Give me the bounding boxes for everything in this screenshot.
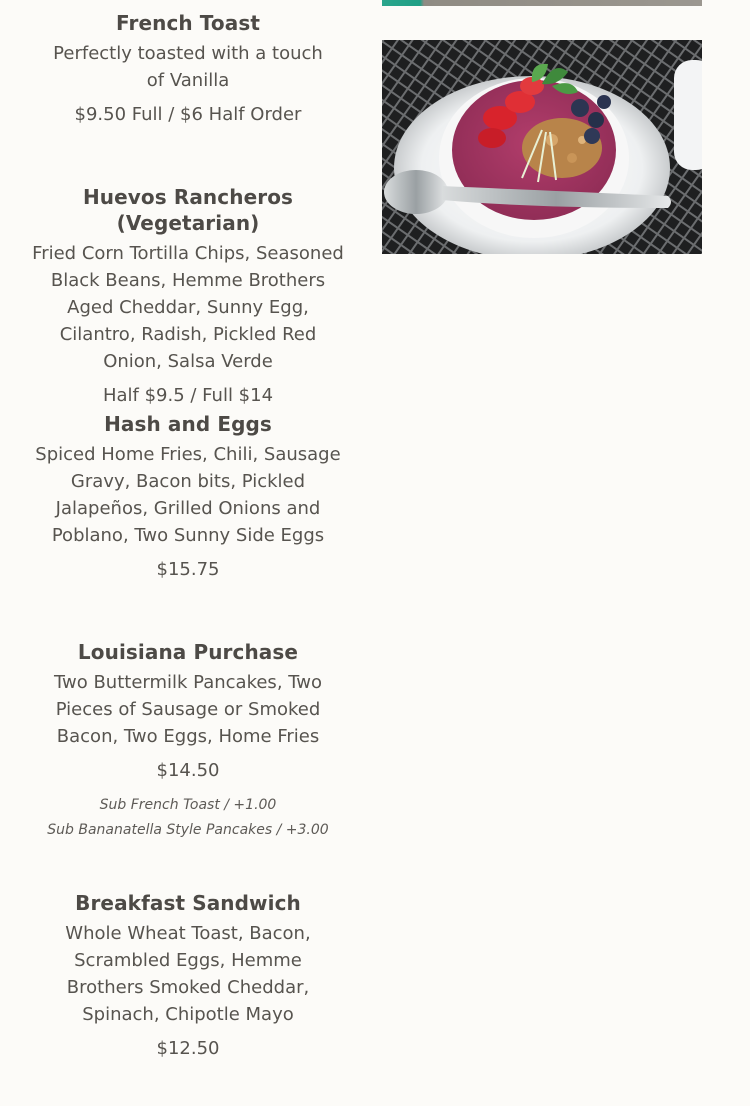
menu-item-huevos-rancheros <box>28 184 348 408</box>
menu-item-description: Spiced Home Fries, Chili, Sausage Gravy, Bacon bits, Pickled Jalapeños, Grilled Onions and Poblano, Two Sunny Side Eggs <box>35 444 341 546</box>
menu-item-note: Sub Bananatella Style Pancakes / +3.00 <box>47 822 329 838</box>
menu-item-notes <box>28 793 348 843</box>
menu-item-title: Breakfast Sandwich <box>75 891 301 915</box>
menu-item-price: $14.50 <box>156 760 220 781</box>
menu-item-description: Perfectly toasted with a touch of Vanilla <box>53 43 323 91</box>
menu-item-title: Louisiana Purchase <box>77 640 299 664</box>
menu-item-french-toast <box>28 10 348 127</box>
menu-item-note: Sub French Toast / +1.00 <box>99 797 277 813</box>
menu-item-price: $12.50 <box>156 1038 220 1059</box>
menu-item-price: $15.75 <box>156 559 220 580</box>
menu-item-price: Half $9.5 / Full $14 <box>102 385 274 406</box>
menu-item-price: $9.50 Full / $6 Half Order <box>74 104 302 125</box>
menu-item-title: Hash and Eggs <box>104 412 272 436</box>
menu-item-louisiana-purchase <box>28 639 348 843</box>
menu-item-hash-and-eggs <box>28 411 348 582</box>
menu-item-title: French Toast <box>116 11 260 35</box>
menu-item-title: Huevos Rancheros (Vegetarian) <box>82 185 294 235</box>
menu-item-breakfast-sandwich <box>28 890 348 1061</box>
menu-item-description: Fried Corn Tortilla Chips, Seasoned Black Beans, Hemme Brothers Aged Cheddar, Sunny Egg, Cilantro, Radish, Pickled Red Onion, Salsa Verde <box>32 243 344 372</box>
menu-item-description: Whole Wheat Toast, Bacon, Scrambled Eggs, Hemme Brothers Smoked Cheddar, Spinach, Chipotle Mayo <box>65 923 311 1025</box>
menu-item-description: Two Buttermilk Pancakes, Two Pieces of Sausage or Smoked Bacon, Two Eggs, Home Fries <box>53 672 323 747</box>
top-photo-edge <box>382 0 702 6</box>
smoothie-bowl-photo <box>382 40 702 254</box>
